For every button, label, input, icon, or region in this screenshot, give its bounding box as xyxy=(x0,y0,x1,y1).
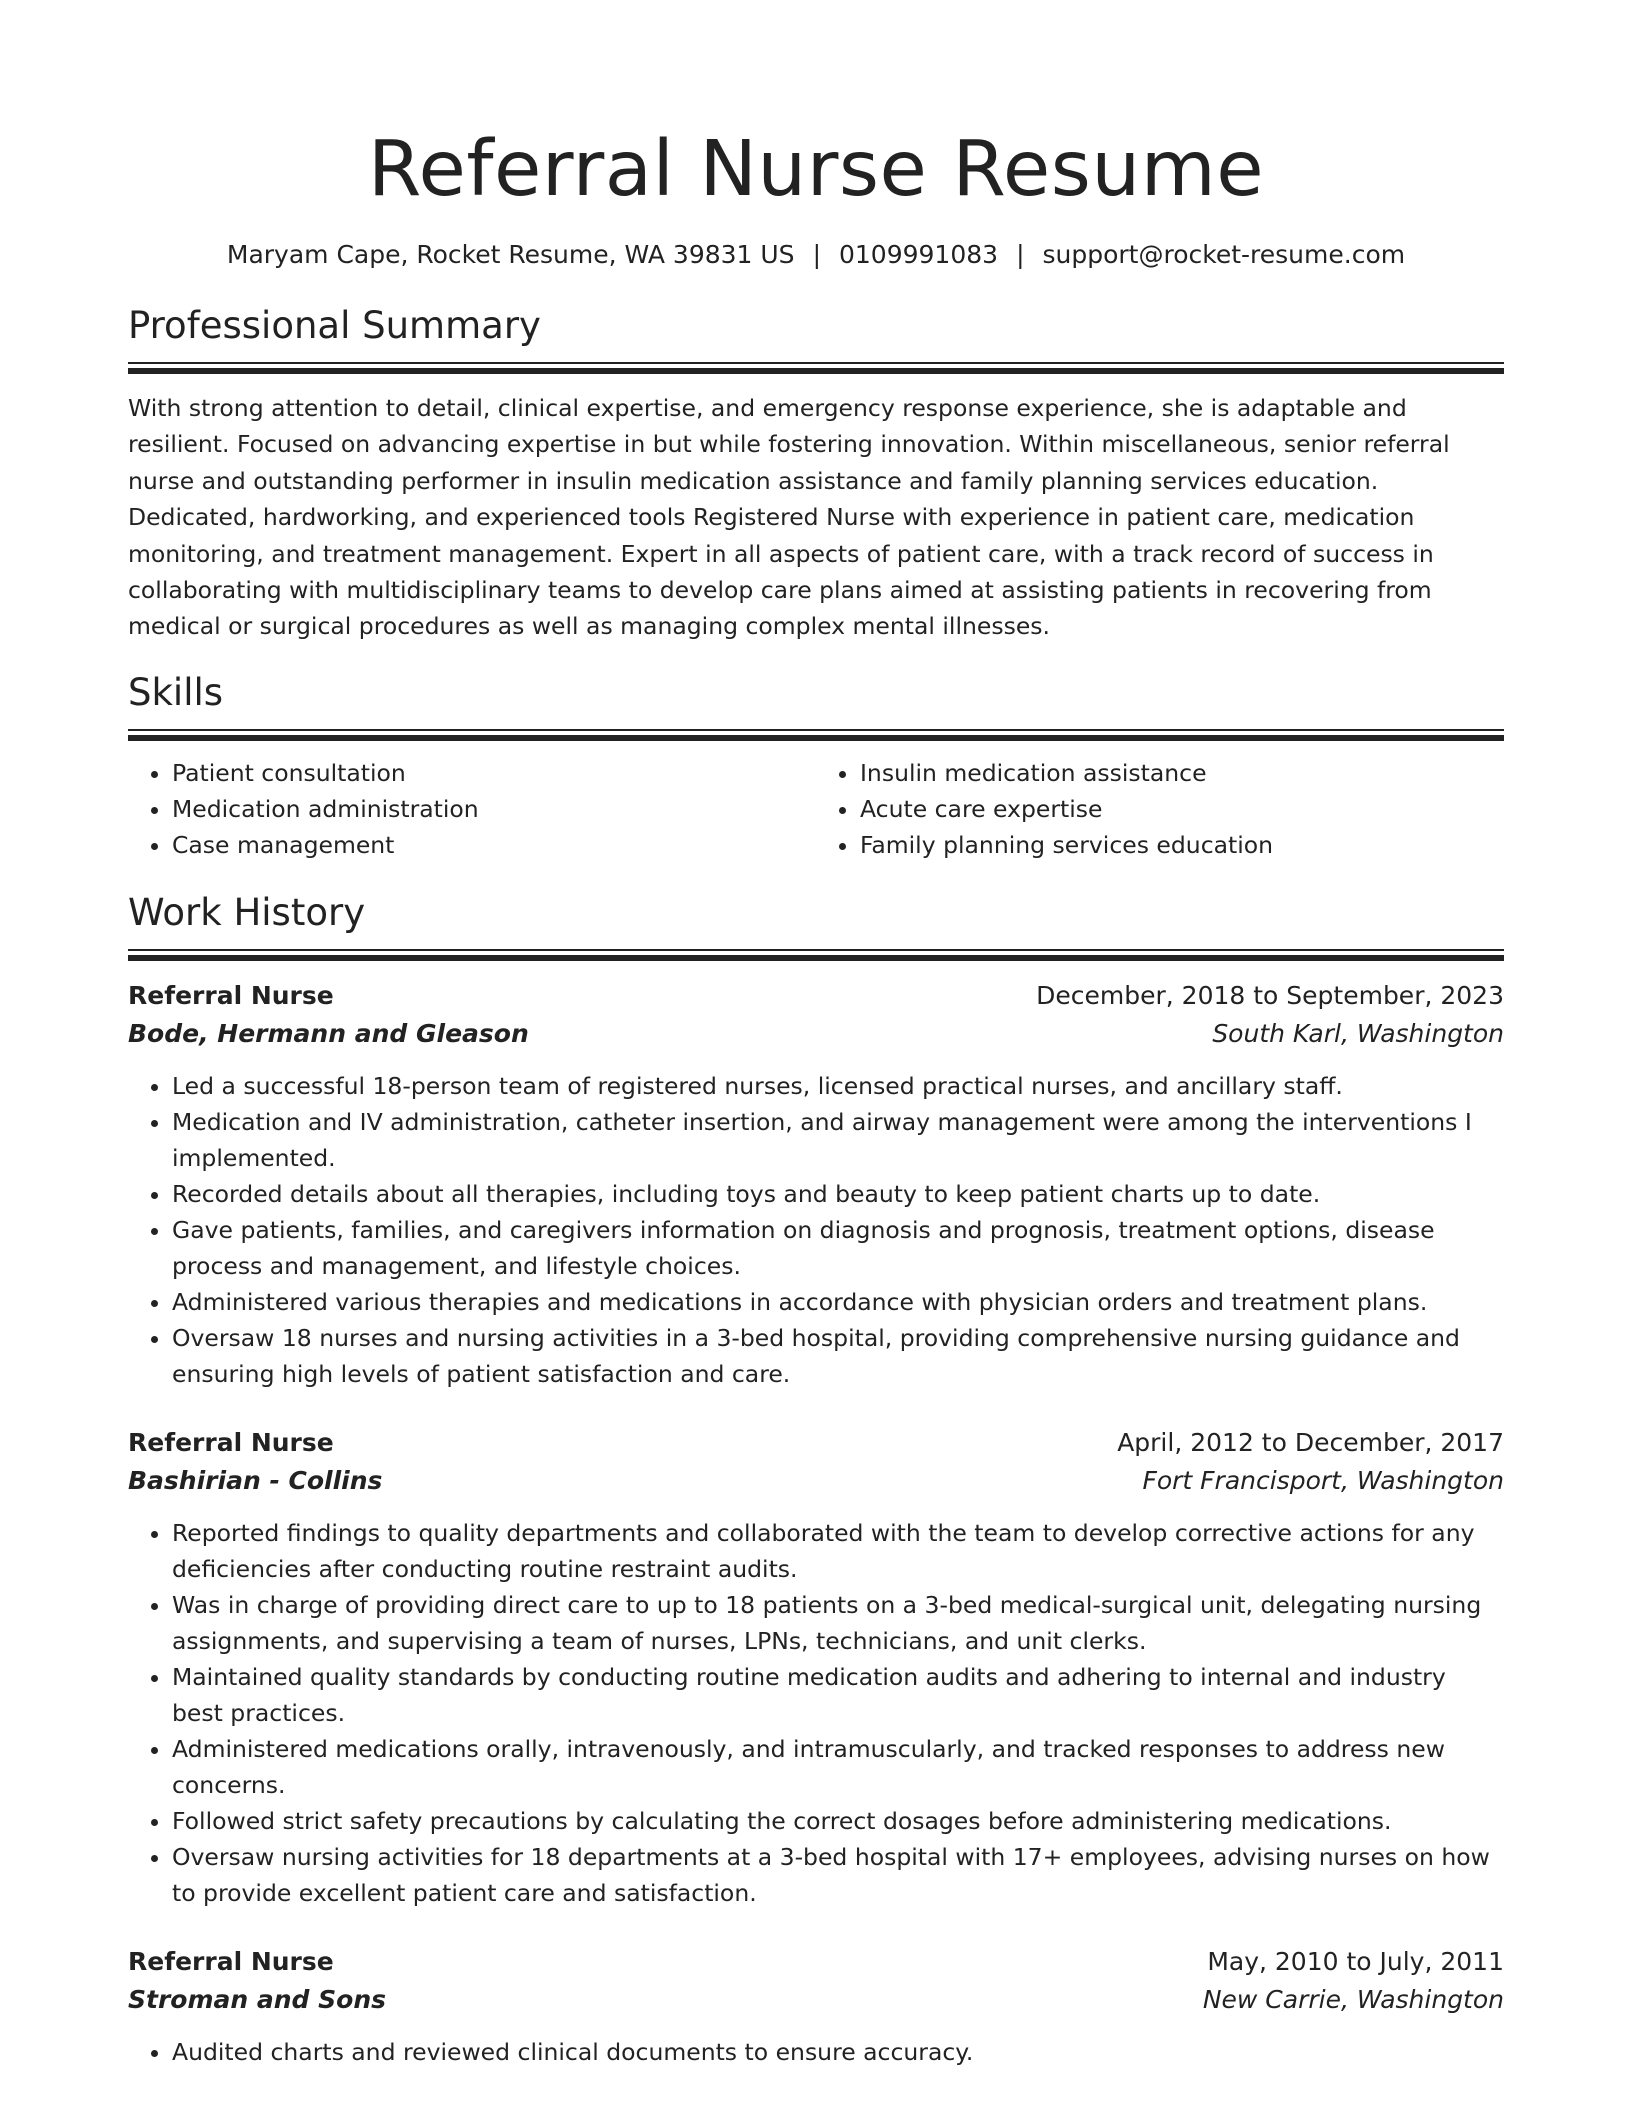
skills-list-left xyxy=(128,755,816,863)
resume-page xyxy=(128,0,1504,2070)
job-header xyxy=(128,977,1504,1015)
job-dates: December, 2018 to September, 2023 xyxy=(1036,980,1504,1010)
job-title: Referral Nurse xyxy=(128,1427,334,1457)
job-bullet: • Led a successful 18-person team of registered nurses, licensed practical nurses, and ancillary staff. xyxy=(172,1068,1504,1104)
job-subheader xyxy=(128,1015,1504,1053)
skills-section xyxy=(128,669,1504,863)
job-bullets xyxy=(128,1068,1504,1392)
job-company: Bode, Hermann and Gleason xyxy=(128,1018,529,1048)
job-bullet: • Recorded details about all therapies, including toys and beauty to keep patient charts up to date. xyxy=(172,1176,1504,1212)
contact-phone: 0109991083 xyxy=(839,240,999,269)
job-subheader xyxy=(128,1462,1504,1500)
skills-grid xyxy=(128,755,1504,863)
contact-separator: | xyxy=(812,240,821,269)
job-entry xyxy=(128,977,1504,1392)
job-bullet: • Administered medications orally, intravenously, and intramuscularly, and tracked responses to address new concerns. xyxy=(172,1731,1504,1803)
job-bullet: • Administered various therapies and medications in accordance with physician orders and treatment plans. xyxy=(172,1284,1504,1320)
section-heading-summary: Professional Summary xyxy=(128,304,541,347)
job-bullet: • Medication and IV administration, catheter insertion, and airway management were among the interventions I implemented. xyxy=(172,1104,1504,1176)
work-history-section xyxy=(128,889,1504,2070)
contact-email: support@rocket-resume.com xyxy=(1042,240,1406,269)
skills-list-right xyxy=(816,755,1504,863)
job-company: Bashirian - Collins xyxy=(128,1465,383,1495)
skill-item: • Acute care expertise xyxy=(860,791,1504,827)
job-bullet: • Oversaw nursing activities for 18 departments at a 3-bed hospital with 17+ employees, advising nurses on how to provide excellent patient care and satisfaction. xyxy=(172,1839,1504,1911)
section-divider xyxy=(128,729,1504,741)
job-company: Stroman and Sons xyxy=(128,1984,387,2014)
skill-item: • Family planning services education xyxy=(860,827,1504,863)
section-heading-skills: Skills xyxy=(128,670,224,714)
job-subheader xyxy=(128,1981,1504,2019)
summary-text: With strong attention to detail, clinical expertise, and emergency response experience, she is adaptable and resilient. Focused on advancing expertise in but while fostering innovation. Within miscellaneous, senior referral nurse and outstanding performer in insulin medication assistance and family planning services education. Dedicated, hardworking, and experienced tools Registered Nurse with experience in patient care, medication monitoring, and treatment management. Expert in all aspects of patient care, with a track record of success in collaborating with multidisciplinary teams to develop care plans aimed at assisting patients in recovering from medical or surgical procedures as well as managing complex mental illnesses. xyxy=(128,394,1450,641)
skill-item: • Patient consultation xyxy=(172,755,816,791)
job-entry xyxy=(128,1943,1504,2070)
job-dates: May, 2010 to July, 2011 xyxy=(1207,1946,1504,1976)
skill-item: • Medication administration xyxy=(172,791,816,827)
contact-line xyxy=(128,238,1504,272)
job-bullet: • Gave patients, families, and caregivers information on diagnosis and prognosis, treatment options, disease process and management, and lifestyle choices. xyxy=(172,1212,1504,1284)
job-bullet: • Reported findings to quality departments and collaborated with the team to develop corrective actions for any deficiencies after conducting routine restraint audits. xyxy=(172,1515,1504,1587)
resume-title: Referral Nurse Resume xyxy=(367,125,1265,214)
summary-section xyxy=(128,302,1504,645)
job-bullets xyxy=(128,2034,1504,2070)
contact-separator: | xyxy=(1016,240,1025,269)
contact-address: Maryam Cape, Rocket Resume, WA 39831 US xyxy=(226,240,795,269)
section-divider xyxy=(128,949,1504,961)
job-bullet: • Oversaw 18 nurses and nursing activities in a 3-bed hospital, providing comprehensive nursing guidance and ensuring high levels of patient satisfaction and care. xyxy=(172,1320,1504,1392)
job-header xyxy=(128,1943,1504,1981)
job-location: New Carrie, Washington xyxy=(1202,1984,1504,2014)
job-title: Referral Nurse xyxy=(128,980,334,1010)
job-bullet: • Was in charge of providing direct care to up to 18 patients on a 3-bed medical-surgical unit, delegating nursing assignments, and supervising a team of nurses, LPNs, technicians, and unit clerks. xyxy=(172,1587,1504,1659)
job-dates: April, 2012 to December, 2017 xyxy=(1117,1427,1504,1457)
job-header xyxy=(128,1424,1504,1462)
job-bullets xyxy=(128,1515,1504,1911)
section-heading-work-history: Work History xyxy=(128,890,366,934)
job-location: South Karl, Washington xyxy=(1212,1018,1504,1048)
skill-item: • Case management xyxy=(172,827,816,863)
job-location: Fort Francisport, Washington xyxy=(1142,1465,1504,1495)
job-title: Referral Nurse xyxy=(128,1946,334,1976)
job-bullet: • Audited charts and reviewed clinical documents to ensure accuracy. xyxy=(172,2034,1504,2070)
job-bullet: • Followed strict safety precautions by calculating the correct dosages before administering medications. xyxy=(172,1803,1504,1839)
section-divider xyxy=(128,362,1504,374)
job-entry xyxy=(128,1424,1504,1911)
skill-item: • Insulin medication assistance xyxy=(860,755,1504,791)
job-bullet: • Maintained quality standards by conducting routine medication audits and adhering to internal and industry best practices. xyxy=(172,1659,1504,1731)
